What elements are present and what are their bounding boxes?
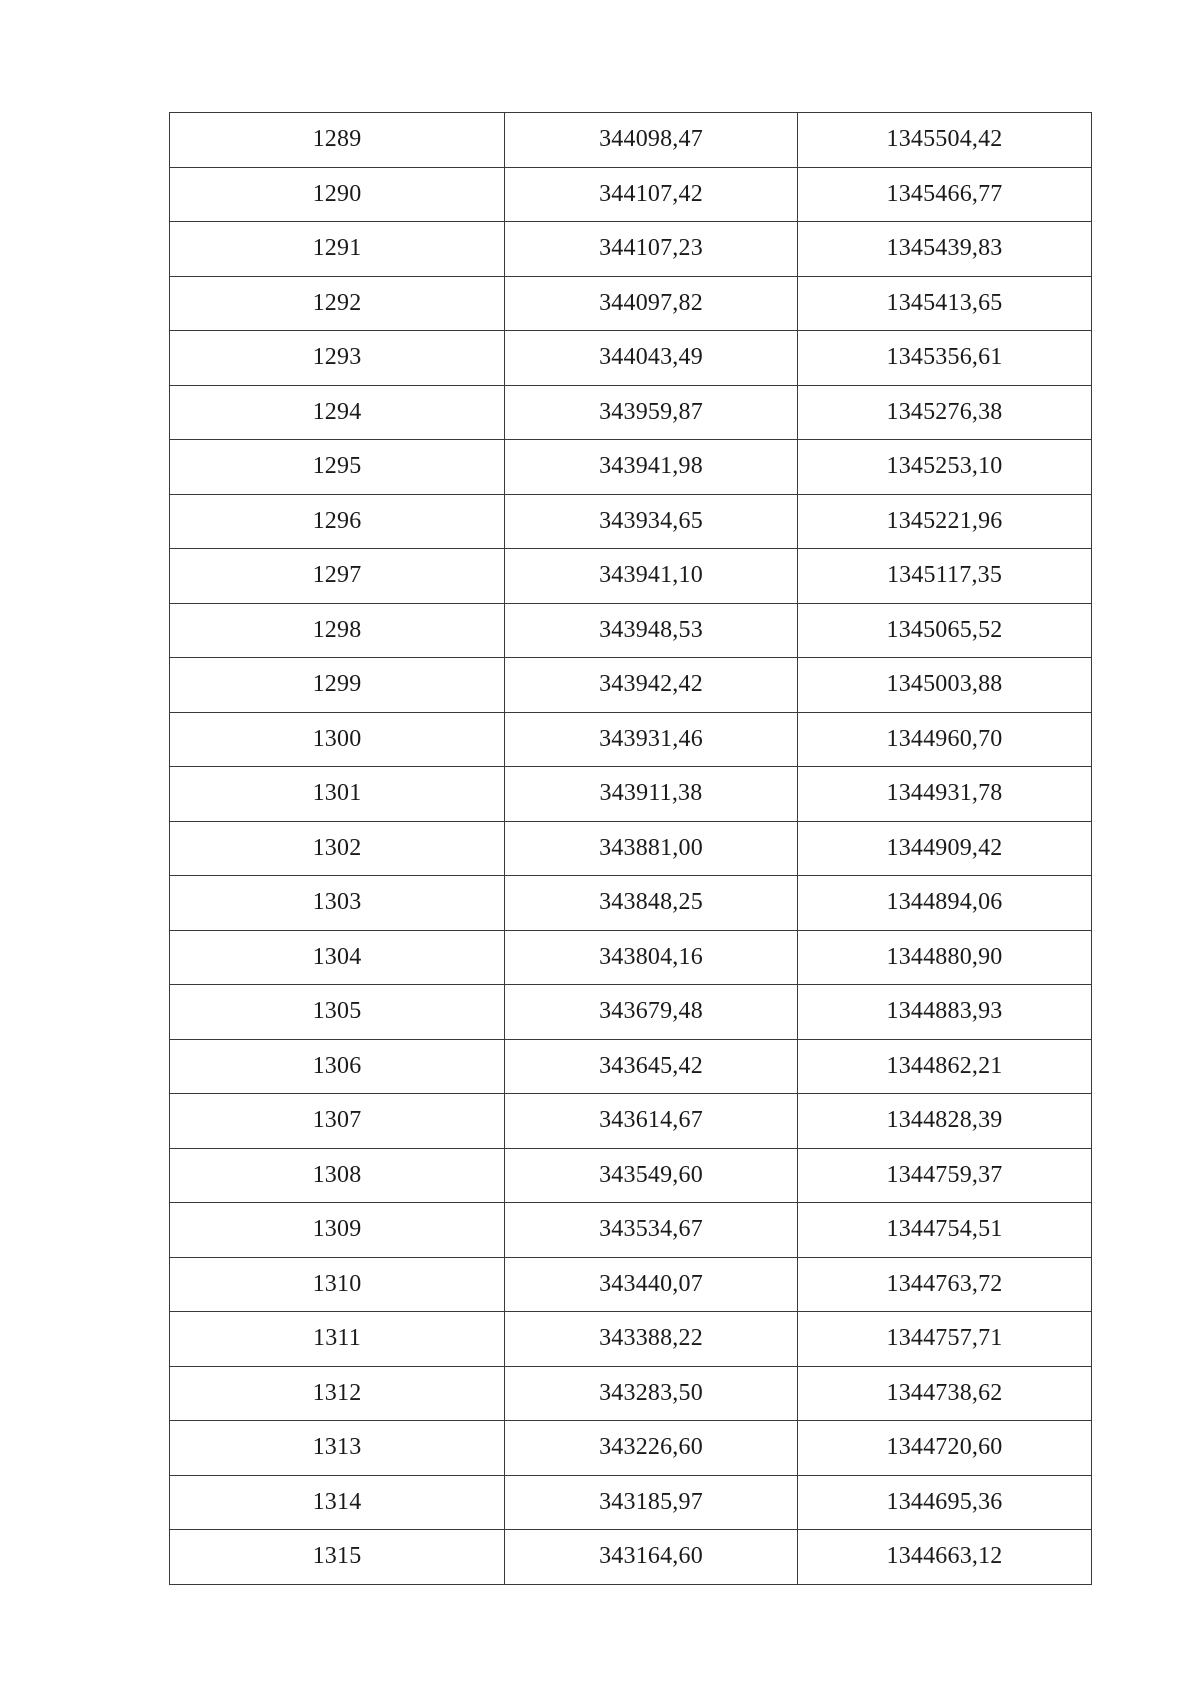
point-number-cell: 1314 [170,1475,505,1530]
x-coordinate-cell: 344043,49 [505,331,798,386]
y-coordinate-cell: 1345504,42 [798,113,1092,168]
x-coordinate-cell: 343881,00 [505,821,798,876]
y-coordinate-cell: 1344960,70 [798,712,1092,767]
point-number-cell: 1301 [170,767,505,822]
x-coordinate-cell: 343283,50 [505,1366,798,1421]
y-coordinate-cell: 1344828,39 [798,1094,1092,1149]
table-row [170,1421,1092,1476]
y-coordinate-cell: 1344931,78 [798,767,1092,822]
y-coordinate-cell: 1345065,52 [798,603,1092,658]
y-coordinate-cell: 1344909,42 [798,821,1092,876]
x-coordinate-cell: 343388,22 [505,1312,798,1367]
table-row [170,440,1092,495]
x-coordinate-cell: 343941,98 [505,440,798,495]
y-coordinate-cell: 1344720,60 [798,1421,1092,1476]
point-number-cell: 1309 [170,1203,505,1258]
point-number-cell: 1308 [170,1148,505,1203]
x-coordinate-cell: 343185,97 [505,1475,798,1530]
point-number-cell: 1293 [170,331,505,386]
y-coordinate-cell: 1344862,21 [798,1039,1092,1094]
point-number-cell: 1291 [170,222,505,277]
x-coordinate-cell: 343959,87 [505,385,798,440]
y-coordinate-cell: 1344738,62 [798,1366,1092,1421]
x-coordinate-cell: 344107,42 [505,167,798,222]
point-number-cell: 1305 [170,985,505,1040]
y-coordinate-cell: 1344880,90 [798,930,1092,985]
point-number-cell: 1290 [170,167,505,222]
table-row [170,985,1092,1040]
y-coordinate-cell: 1344663,12 [798,1530,1092,1585]
y-coordinate-cell: 1345253,10 [798,440,1092,495]
x-coordinate-cell: 343804,16 [505,930,798,985]
point-number-cell: 1307 [170,1094,505,1149]
y-coordinate-cell: 1344695,36 [798,1475,1092,1530]
point-number-cell: 1312 [170,1366,505,1421]
point-number-cell: 1315 [170,1530,505,1585]
table-row [170,1312,1092,1367]
table-row [170,1475,1092,1530]
table-row [170,113,1092,168]
y-coordinate-cell: 1345003,88 [798,658,1092,713]
y-coordinate-cell: 1344757,71 [798,1312,1092,1367]
point-number-cell: 1297 [170,549,505,604]
table-row [170,1530,1092,1585]
table-row [170,930,1092,985]
table-row [170,494,1092,549]
table-row [170,1039,1092,1094]
x-coordinate-cell: 344097,82 [505,276,798,331]
x-coordinate-cell: 343440,07 [505,1257,798,1312]
x-coordinate-cell: 343948,53 [505,603,798,658]
point-number-cell: 1295 [170,440,505,495]
table-row [170,712,1092,767]
table-row [170,1203,1092,1258]
point-number-cell: 1302 [170,821,505,876]
table-row [170,276,1092,331]
x-coordinate-cell: 343931,46 [505,712,798,767]
point-number-cell: 1292 [170,276,505,331]
y-coordinate-cell: 1344754,51 [798,1203,1092,1258]
x-coordinate-cell: 343941,10 [505,549,798,604]
x-coordinate-cell: 343614,67 [505,1094,798,1149]
x-coordinate-cell: 343226,60 [505,1421,798,1476]
point-number-cell: 1296 [170,494,505,549]
point-number-cell: 1310 [170,1257,505,1312]
table-row [170,222,1092,277]
y-coordinate-cell: 1345466,77 [798,167,1092,222]
x-coordinate-cell: 343549,60 [505,1148,798,1203]
table-row [170,1094,1092,1149]
point-number-cell: 1300 [170,712,505,767]
table-row [170,331,1092,386]
y-coordinate-cell: 1344759,37 [798,1148,1092,1203]
x-coordinate-cell: 343164,60 [505,1530,798,1585]
table-row [170,876,1092,931]
x-coordinate-cell: 344107,23 [505,222,798,277]
y-coordinate-cell: 1345439,83 [798,222,1092,277]
table-row [170,1257,1092,1312]
x-coordinate-cell: 343934,65 [505,494,798,549]
point-number-cell: 1299 [170,658,505,713]
y-coordinate-cell: 1345356,61 [798,331,1092,386]
y-coordinate-cell: 1345276,38 [798,385,1092,440]
x-coordinate-cell: 344098,47 [505,113,798,168]
coordinates-table-body [170,113,1092,1585]
table-row [170,603,1092,658]
x-coordinate-cell: 343534,67 [505,1203,798,1258]
coordinates-table [169,112,1092,1585]
point-number-cell: 1294 [170,385,505,440]
x-coordinate-cell: 343679,48 [505,985,798,1040]
y-coordinate-cell: 1345117,35 [798,549,1092,604]
table-row [170,549,1092,604]
x-coordinate-cell: 343911,38 [505,767,798,822]
point-number-cell: 1289 [170,113,505,168]
y-coordinate-cell: 1345413,65 [798,276,1092,331]
y-coordinate-cell: 1344763,72 [798,1257,1092,1312]
x-coordinate-cell: 343848,25 [505,876,798,931]
y-coordinate-cell: 1344894,06 [798,876,1092,931]
table-row [170,767,1092,822]
table-row [170,821,1092,876]
point-number-cell: 1304 [170,930,505,985]
point-number-cell: 1303 [170,876,505,931]
y-coordinate-cell: 1345221,96 [798,494,1092,549]
point-number-cell: 1313 [170,1421,505,1476]
table-row [170,167,1092,222]
y-coordinate-cell: 1344883,93 [798,985,1092,1040]
x-coordinate-cell: 343942,42 [505,658,798,713]
point-number-cell: 1298 [170,603,505,658]
table-row [170,1148,1092,1203]
table-row [170,385,1092,440]
x-coordinate-cell: 343645,42 [505,1039,798,1094]
table-row [170,1366,1092,1421]
point-number-cell: 1306 [170,1039,505,1094]
table-row [170,658,1092,713]
point-number-cell: 1311 [170,1312,505,1367]
